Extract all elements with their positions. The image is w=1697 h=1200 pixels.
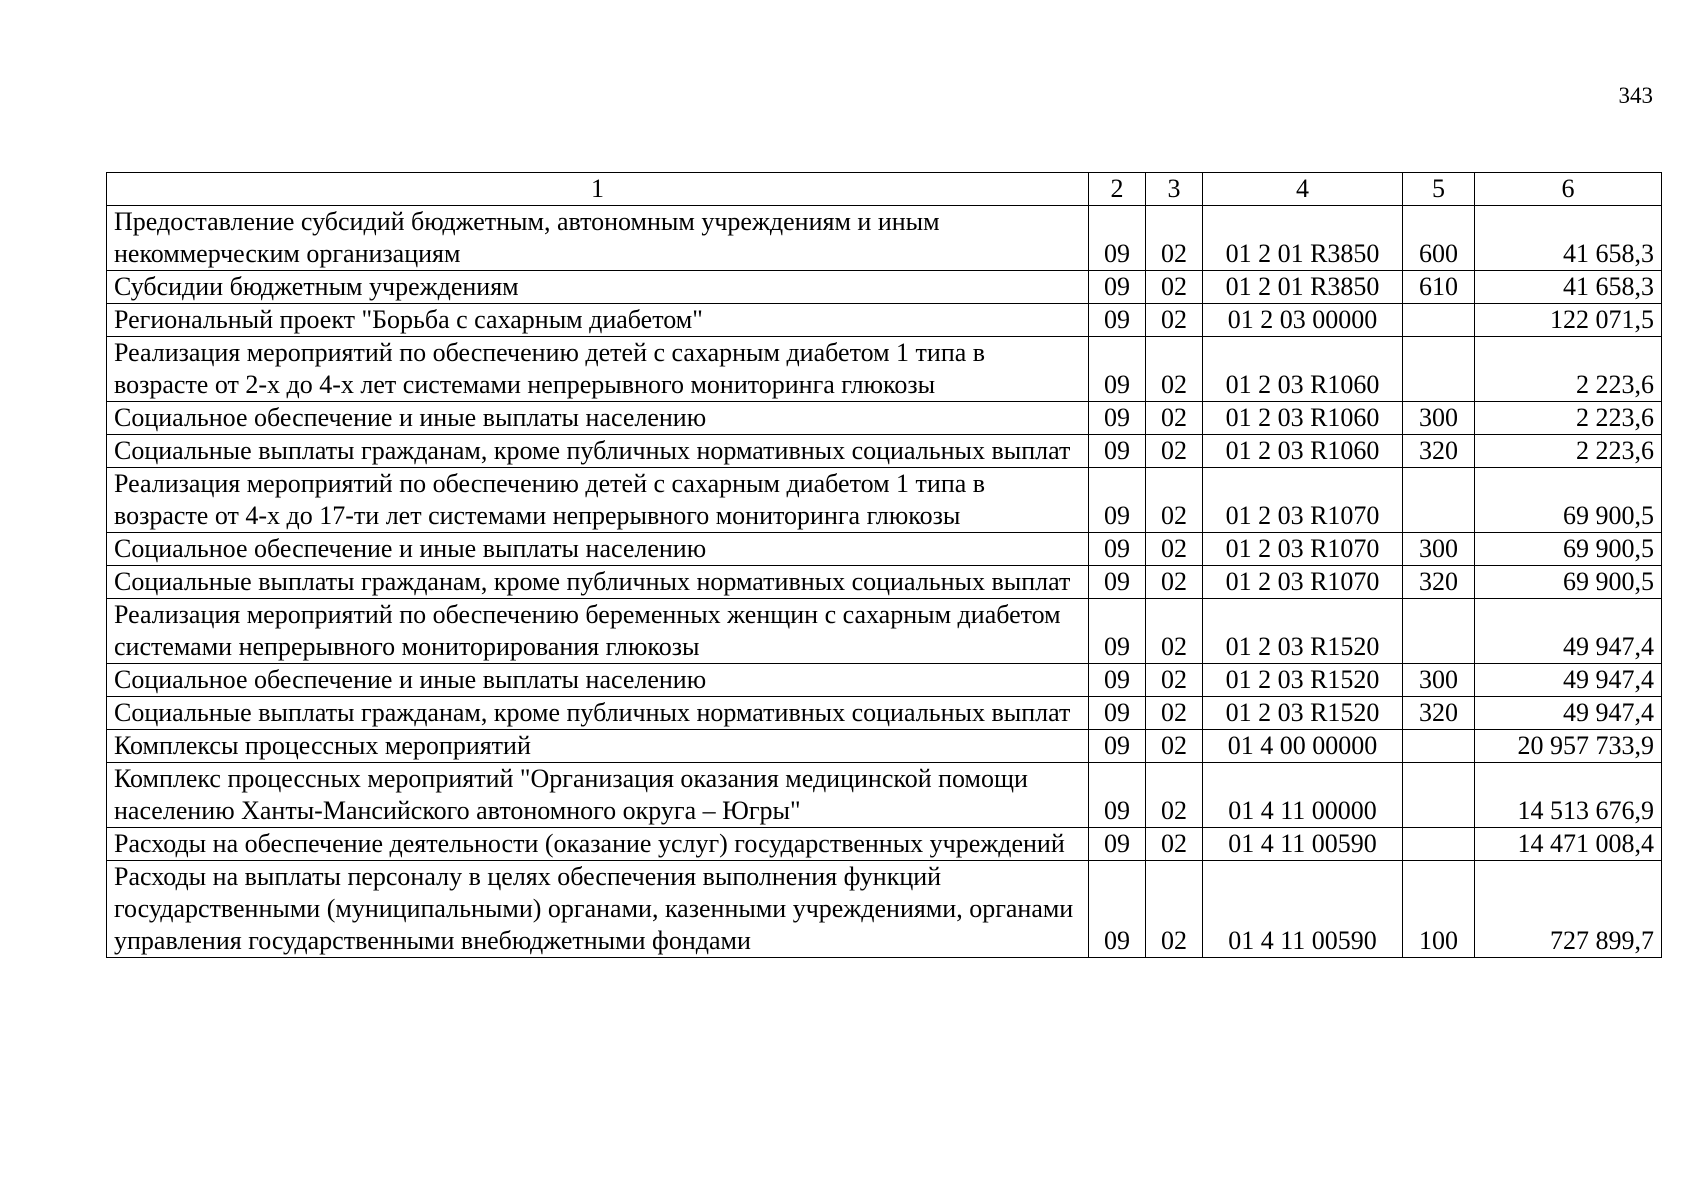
row-expense-type-code: 300 <box>1403 533 1475 566</box>
table-row <box>107 730 1662 763</box>
row-subsection-code: 02 <box>1146 599 1203 664</box>
budget-table <box>106 172 1662 958</box>
row-expense-type-code: 600 <box>1403 206 1475 271</box>
table-row <box>107 206 1662 271</box>
row-amount: 69 900,5 <box>1475 566 1662 599</box>
row-amount: 41 658,3 <box>1475 271 1662 304</box>
row-expense-type-code: 320 <box>1403 566 1475 599</box>
row-amount: 727 899,7 <box>1475 861 1662 958</box>
row-section-code: 09 <box>1089 566 1146 599</box>
row-name: Социальное обеспечение и иные выплаты населению <box>107 402 1089 435</box>
row-amount: 122 071,5 <box>1475 304 1662 337</box>
table-body <box>107 206 1662 958</box>
table-row <box>107 861 1662 958</box>
row-section-code: 09 <box>1089 697 1146 730</box>
row-amount: 49 947,4 <box>1475 599 1662 664</box>
row-target-article-code: 01 2 03 R1060 <box>1203 402 1403 435</box>
row-expense-type-code <box>1403 337 1475 402</box>
row-section-code: 09 <box>1089 861 1146 958</box>
row-subsection-code: 02 <box>1146 304 1203 337</box>
row-subsection-code: 02 <box>1146 402 1203 435</box>
column-header-2: 2 <box>1089 173 1146 206</box>
table-row <box>107 533 1662 566</box>
row-name: Реализация мероприятий по обеспечению беременных женщин с сахарным диабетом системами непрерывного мониторирования глюкозы <box>107 599 1089 664</box>
row-section-code: 09 <box>1089 304 1146 337</box>
row-amount: 69 900,5 <box>1475 533 1662 566</box>
row-subsection-code: 02 <box>1146 664 1203 697</box>
table-row <box>107 828 1662 861</box>
row-subsection-code: 02 <box>1146 730 1203 763</box>
row-section-code: 09 <box>1089 402 1146 435</box>
table-row <box>107 402 1662 435</box>
row-amount: 2 223,6 <box>1475 435 1662 468</box>
row-target-article-code: 01 2 01 R3850 <box>1203 271 1403 304</box>
row-name: Социальные выплаты гражданам, кроме публичных нормативных социальных выплат <box>107 435 1089 468</box>
row-target-article-code: 01 2 03 R1060 <box>1203 337 1403 402</box>
row-section-code: 09 <box>1089 599 1146 664</box>
row-subsection-code: 02 <box>1146 861 1203 958</box>
row-target-article-code: 01 2 03 R1060 <box>1203 435 1403 468</box>
row-target-article-code: 01 2 03 R1520 <box>1203 697 1403 730</box>
row-name: Расходы на выплаты персоналу в целях обеспечения выполнения функций государственными (муниципальными) органами, казенными учреждениями, органами управления государственными внебюджетными фондами <box>107 861 1089 958</box>
row-section-code: 09 <box>1089 664 1146 697</box>
row-target-article-code: 01 4 11 00590 <box>1203 861 1403 958</box>
row-expense-type-code <box>1403 828 1475 861</box>
row-name: Комплексы процессных мероприятий <box>107 730 1089 763</box>
row-section-code: 09 <box>1089 730 1146 763</box>
row-amount: 2 223,6 <box>1475 402 1662 435</box>
header-row <box>107 173 1662 206</box>
row-expense-type-code <box>1403 763 1475 828</box>
row-section-code: 09 <box>1089 337 1146 402</box>
row-section-code: 09 <box>1089 763 1146 828</box>
row-amount: 41 658,3 <box>1475 206 1662 271</box>
row-name: Расходы на обеспечение деятельности (оказание услуг) государственных учреждений <box>107 828 1089 861</box>
row-subsection-code: 02 <box>1146 435 1203 468</box>
row-expense-type-code: 320 <box>1403 435 1475 468</box>
column-header-1: 1 <box>107 173 1089 206</box>
row-section-code: 09 <box>1089 435 1146 468</box>
row-target-article-code: 01 2 03 R1520 <box>1203 599 1403 664</box>
row-target-article-code: 01 4 00 00000 <box>1203 730 1403 763</box>
row-amount: 69 900,5 <box>1475 468 1662 533</box>
table-row <box>107 337 1662 402</box>
row-expense-type-code <box>1403 468 1475 533</box>
row-target-article-code: 01 2 03 R1070 <box>1203 533 1403 566</box>
row-name: Реализация мероприятий по обеспечению детей с сахарным диабетом 1 типа в возрасте от 2-х до 4-х лет системами непрерывного мониторинга глюкозы <box>107 337 1089 402</box>
row-expense-type-code: 300 <box>1403 402 1475 435</box>
table-row <box>107 271 1662 304</box>
row-subsection-code: 02 <box>1146 697 1203 730</box>
row-name: Предоставление субсидий бюджетным, автономным учреждениям и иным некоммерческим организациям <box>107 206 1089 271</box>
row-subsection-code: 02 <box>1146 828 1203 861</box>
row-subsection-code: 02 <box>1146 533 1203 566</box>
row-name: Социальное обеспечение и иные выплаты населению <box>107 533 1089 566</box>
row-subsection-code: 02 <box>1146 337 1203 402</box>
row-expense-type-code: 100 <box>1403 861 1475 958</box>
row-expense-type-code <box>1403 304 1475 337</box>
row-amount: 49 947,4 <box>1475 697 1662 730</box>
row-name: Региональный проект "Борьба с сахарным диабетом" <box>107 304 1089 337</box>
row-name: Субсидии бюджетным учреждениям <box>107 271 1089 304</box>
row-subsection-code: 02 <box>1146 271 1203 304</box>
row-amount: 49 947,4 <box>1475 664 1662 697</box>
table-row <box>107 664 1662 697</box>
page-number: 343 <box>1618 83 1653 108</box>
row-name: Социальное обеспечение и иные выплаты населению <box>107 664 1089 697</box>
row-amount: 14 471 008,4 <box>1475 828 1662 861</box>
row-target-article-code: 01 2 03 00000 <box>1203 304 1403 337</box>
row-section-code: 09 <box>1089 468 1146 533</box>
row-name: Социальные выплаты гражданам, кроме публичных нормативных социальных выплат <box>107 566 1089 599</box>
table-header <box>107 173 1662 206</box>
row-target-article-code: 01 2 03 R1070 <box>1203 566 1403 599</box>
row-amount: 14 513 676,9 <box>1475 763 1662 828</box>
row-subsection-code: 02 <box>1146 566 1203 599</box>
row-expense-type-code: 320 <box>1403 697 1475 730</box>
table-row <box>107 763 1662 828</box>
row-expense-type-code <box>1403 730 1475 763</box>
column-header-5: 5 <box>1403 173 1475 206</box>
table-row <box>107 566 1662 599</box>
row-target-article-code: 01 4 11 00000 <box>1203 763 1403 828</box>
column-header-6: 6 <box>1475 173 1662 206</box>
row-target-article-code: 01 2 03 R1070 <box>1203 468 1403 533</box>
row-section-code: 09 <box>1089 206 1146 271</box>
column-header-4: 4 <box>1203 173 1403 206</box>
row-subsection-code: 02 <box>1146 468 1203 533</box>
row-expense-type-code <box>1403 599 1475 664</box>
row-section-code: 09 <box>1089 828 1146 861</box>
row-target-article-code: 01 4 11 00590 <box>1203 828 1403 861</box>
table-row <box>107 468 1662 533</box>
row-name: Социальные выплаты гражданам, кроме публичных нормативных социальных выплат <box>107 697 1089 730</box>
row-section-code: 09 <box>1089 533 1146 566</box>
row-name: Реализация мероприятий по обеспечению детей с сахарным диабетом 1 типа в возрасте от 4-х до 17-ти лет системами непрерывного мониторинга глюкозы <box>107 468 1089 533</box>
row-expense-type-code: 610 <box>1403 271 1475 304</box>
row-amount: 2 223,6 <box>1475 337 1662 402</box>
row-name: Комплекс процессных мероприятий "Организация оказания медицинской помощи населению Ханты-Мансийского автономного округа – Югры" <box>107 763 1089 828</box>
table-row <box>107 304 1662 337</box>
row-section-code: 09 <box>1089 271 1146 304</box>
row-subsection-code: 02 <box>1146 763 1203 828</box>
row-amount: 20 957 733,9 <box>1475 730 1662 763</box>
row-subsection-code: 02 <box>1146 206 1203 271</box>
row-target-article-code: 01 2 01 R3850 <box>1203 206 1403 271</box>
column-header-3: 3 <box>1146 173 1203 206</box>
row-target-article-code: 01 2 03 R1520 <box>1203 664 1403 697</box>
table-row <box>107 435 1662 468</box>
table-row <box>107 697 1662 730</box>
table-row <box>107 599 1662 664</box>
row-expense-type-code: 300 <box>1403 664 1475 697</box>
